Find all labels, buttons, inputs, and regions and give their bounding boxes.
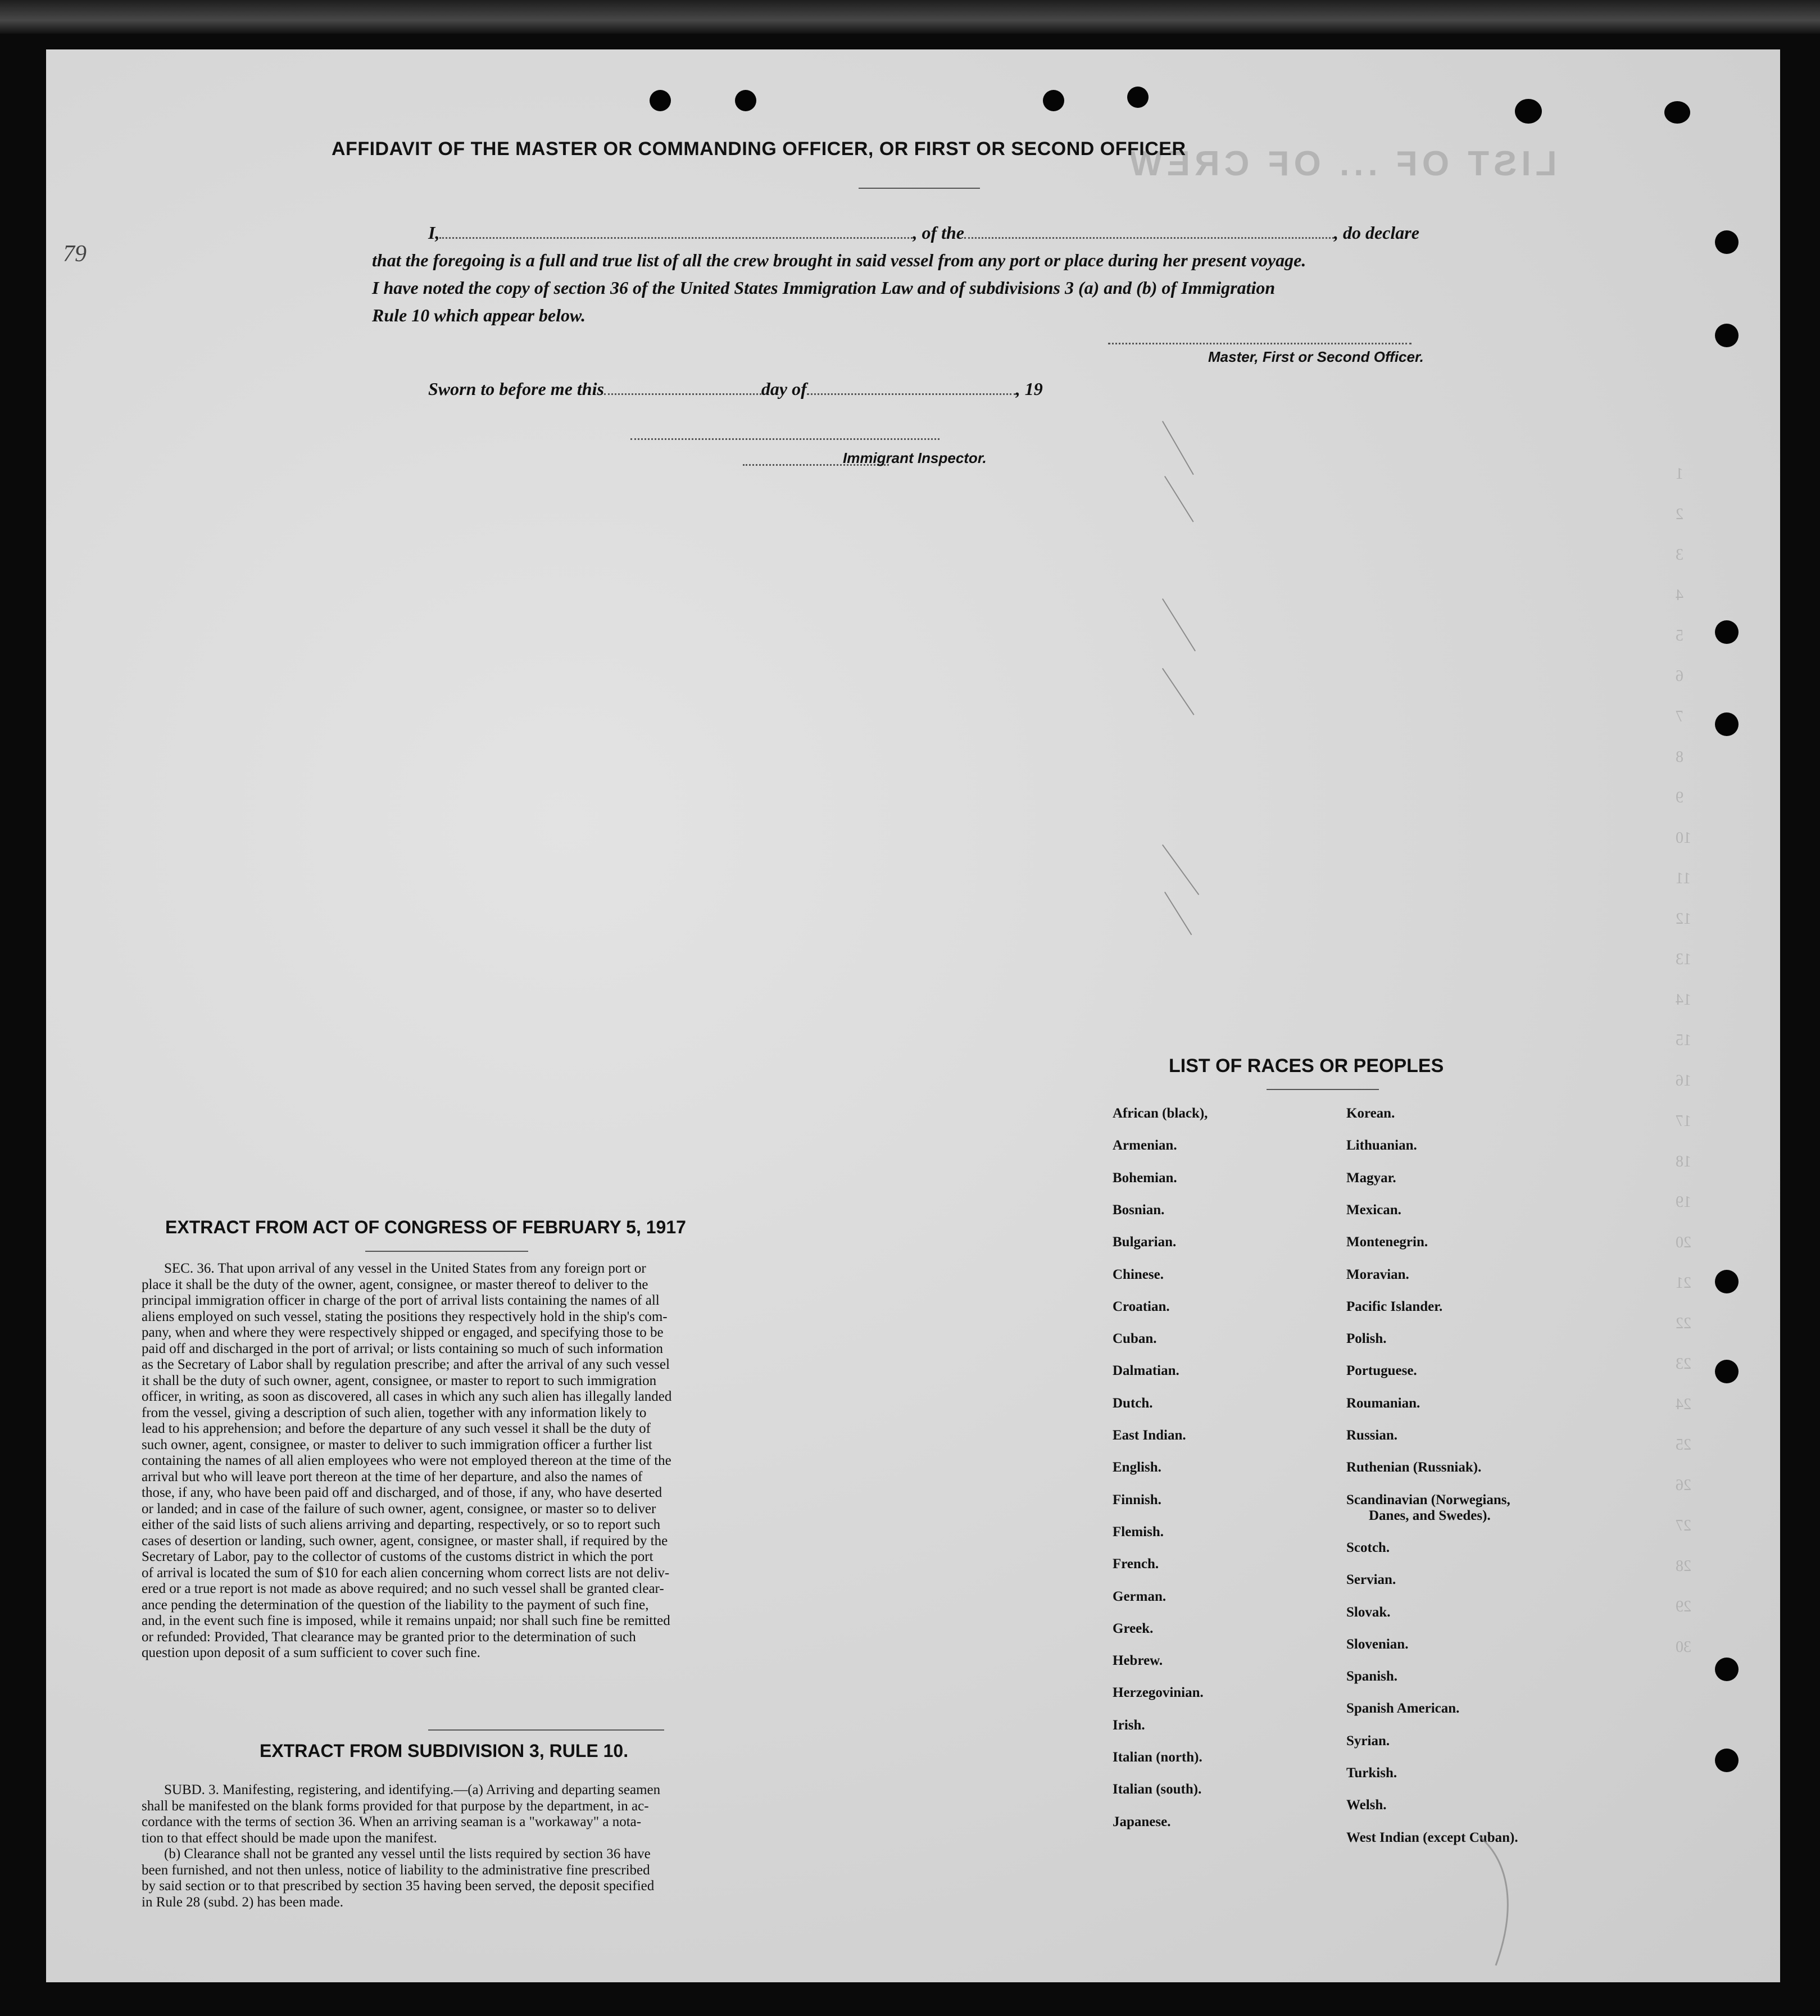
text-line: place it shall be the duty of the owner, agent, consignee, or master thereof to deliver to the: [142, 1277, 648, 1292]
bleed-through-title: LIST OF ... OF CREW: [1125, 144, 1557, 183]
scan-top-edge: [0, 0, 1820, 34]
inspector-signature-line-1[interactable]: [630, 438, 939, 440]
text-line: cases of desertion or landing, such owner, agent, consignee, or master shall, if required by the: [142, 1533, 668, 1549]
punch-hole: [1715, 1270, 1739, 1293]
pencil-stroke: [1164, 476, 1194, 522]
bleed-row-number: 24: [1676, 1396, 1691, 1413]
race-item: Italian (south).: [1113, 1782, 1202, 1797]
bleed-row-number: 26: [1676, 1477, 1691, 1494]
pencil-stroke: [1162, 421, 1194, 475]
punch-hole: [650, 90, 671, 111]
race-item: Danes, and Swedes).: [1369, 1508, 1491, 1523]
race-item: Magyar.: [1346, 1170, 1396, 1186]
bleed-row-number: 14: [1676, 991, 1691, 1009]
title-underline: [859, 188, 980, 189]
punch-hole: [1715, 1658, 1739, 1681]
race-item: Scandinavian (Norwegians,: [1346, 1492, 1510, 1508]
bleed-row-number: 23: [1676, 1355, 1691, 1373]
month-blank[interactable]: [807, 381, 1016, 395]
race-item: Russian.: [1346, 1428, 1398, 1443]
race-item: Servian.: [1346, 1572, 1396, 1588]
do-declare-label: , do declare: [1334, 223, 1419, 243]
text-line: as the Secretary of Labor shall by regulation prescribe; and after the arrival of any such vessel: [142, 1357, 670, 1372]
punch-hole: [1715, 620, 1739, 644]
declaration-line-3: I have noted the copy of section 36 of the United States Immigration Law and of subdivisions 3 (a) and (b) of Immigration: [372, 278, 1276, 298]
race-item: Syrian.: [1346, 1733, 1390, 1749]
text-line: of arrival is located the sum of $10 for each alien concerning whom correct lists are not deliv-: [142, 1565, 670, 1581]
bleed-row-number: 17: [1676, 1113, 1691, 1130]
text-line: paid off and discharged in the port of arrival; or lists containing so much of such information: [142, 1341, 664, 1356]
punch-hole: [1715, 712, 1739, 736]
race-item: Ruthenian (Russniak).: [1346, 1460, 1482, 1475]
race-item: Hebrew.: [1113, 1653, 1163, 1669]
bleed-row-number: 22: [1676, 1315, 1691, 1332]
bleed-row-number: 28: [1676, 1558, 1691, 1575]
text-line: or landed; and in case of the failure of such owner, agent, consignee, or master so to deliver: [142, 1501, 656, 1516]
race-item: Cuban.: [1113, 1331, 1157, 1347]
pencil-stroke: [1164, 892, 1192, 935]
bleed-row-number: 29: [1676, 1598, 1691, 1615]
race-item: Slovak.: [1346, 1604, 1391, 1620]
declaration-line-2: that the foregoing is a full and true list of all the crew brought in said vessel from any port or place during her present voyage.: [372, 250, 1306, 270]
race-item: Croatian.: [1113, 1298, 1170, 1314]
race-item: Herzegovinian.: [1113, 1685, 1204, 1701]
race-item: East Indian.: [1113, 1428, 1186, 1443]
extract-rule-body: [142, 1782, 805, 1910]
race-item: Chinese.: [1113, 1266, 1164, 1282]
bleed-row-number: 4: [1676, 587, 1683, 604]
punch-hole: [1715, 324, 1739, 347]
bleed-row-number: 2: [1676, 506, 1683, 523]
bleed-row-number: 12: [1676, 910, 1691, 928]
year-label: , 19: [1015, 379, 1043, 399]
text-line: principal immigration officer in charge of the port of arrival lists containing the names of all: [142, 1293, 660, 1308]
race-item: Slovenian.: [1346, 1636, 1409, 1652]
bleed-row-number: 11: [1676, 870, 1691, 887]
races-title-underline: [1267, 1089, 1379, 1090]
race-item: Welsh.: [1346, 1797, 1387, 1813]
race-item: Japanese.: [1113, 1814, 1171, 1829]
punch-hole: [1715, 230, 1739, 254]
race-item: English.: [1113, 1460, 1161, 1475]
race-item: Spanish American.: [1346, 1701, 1460, 1717]
bleed-row-number: 20: [1676, 1234, 1691, 1251]
bleed-row-number: 21: [1676, 1274, 1691, 1292]
text-line: containing the names of all alien employees who were not employed thereon at the time of the: [142, 1453, 671, 1468]
text-line: ered or a true report is not made as above required; and no such vessel shall be granted clear-: [142, 1581, 664, 1596]
text-line: been furnished, and not then unless, notice of liability to the administrative fine prescribed: [142, 1862, 650, 1878]
document-page: [46, 49, 1780, 1982]
bleed-row-number: 9: [1676, 789, 1683, 806]
text-line: aliens employed on such vessel, stating the positions they respectively hold in the ship's com-: [142, 1309, 668, 1324]
bleed-row-number: 5: [1676, 627, 1683, 644]
pencil-stroke: [1162, 844, 1199, 895]
section-divider: [428, 1729, 664, 1731]
bleed-row-number: 30: [1676, 1638, 1691, 1656]
bleed-row-number: 15: [1676, 1032, 1691, 1049]
race-item: Pacific Islander.: [1346, 1298, 1443, 1314]
race-item: Bulgarian.: [1113, 1234, 1177, 1250]
text-line: Secretary of Labor, pay to the collector of customs of the customs district in which the port: [142, 1549, 653, 1564]
sworn-line: [428, 375, 1043, 403]
pencil-curve: [1473, 1836, 1541, 1971]
day-of-label: day of: [761, 379, 807, 399]
extract-act-underline: [365, 1251, 528, 1252]
text-line: shall be manifested on the blank forms provided for that purpose by the department, in ac-: [142, 1798, 649, 1814]
bleed-row-number: 18: [1676, 1153, 1691, 1170]
race-item: Moravian.: [1346, 1266, 1409, 1282]
declaration-line-4: Rule 10 which appear below.: [372, 305, 586, 325]
extract-act-body: [142, 1261, 805, 1661]
bleed-row-number: 13: [1676, 951, 1691, 968]
race-item: African (black),: [1113, 1106, 1208, 1121]
text-line: either of the said lists of such aliens arriving and departing, respectively, or so to report such: [142, 1517, 661, 1532]
inspector-caption: Immigrant Inspector.: [843, 449, 987, 466]
text-line: pany, when and where they were respectively shipped or engaged, and specifying those to be: [142, 1325, 664, 1340]
punch-hole: [1715, 1360, 1739, 1383]
punch-hole: [1664, 101, 1690, 124]
punch-hole: [1715, 1749, 1739, 1772]
text-line: those, if any, who have been paid off and discharged, and of those, if any, who have deserted: [142, 1485, 662, 1500]
bleed-row-number: 8: [1676, 748, 1683, 766]
text-line: in Rule 28 (subd. 2) has been made.: [142, 1894, 343, 1910]
extract-act-title: EXTRACT FROM ACT OF CONGRESS OF FEBRUARY 5, 1917: [165, 1217, 686, 1237]
text-line: tion to that effect should be made upon the manifest.: [142, 1830, 437, 1846]
vessel-blank[interactable]: [964, 225, 1334, 239]
text-line: and, in the event such fine is imposed, while it remains unpaid; nor shall such fine be remitted: [142, 1613, 670, 1628]
bleed-row-number: 27: [1676, 1517, 1691, 1534]
race-item: Mexican.: [1346, 1202, 1401, 1218]
text-line: from the vessel, giving a description of such alien, together with any information likely to: [142, 1405, 647, 1420]
bleed-row-number: 3: [1676, 546, 1683, 564]
i-label: I,: [428, 223, 440, 243]
text-line: arrival but who will leave port thereon at the time of her departure, and also the names of: [142, 1469, 643, 1484]
of-the-label: , of the: [913, 223, 964, 243]
bleed-row-number: 7: [1676, 708, 1683, 725]
punch-hole: [1127, 87, 1149, 108]
pencil-stroke: [1162, 598, 1196, 651]
bleed-row-number: 19: [1676, 1193, 1691, 1211]
text-line: cordance with the terms of section 36. When an arriving seaman is a "workaway" a nota-: [142, 1814, 642, 1829]
race-item: German.: [1113, 1588, 1167, 1604]
punch-hole: [1515, 99, 1542, 124]
name-blank[interactable]: [439, 225, 913, 239]
race-item: Turkish.: [1346, 1765, 1397, 1781]
bleed-row-number: 16: [1676, 1072, 1691, 1089]
race-item: Portuguese.: [1346, 1363, 1417, 1379]
race-item: Lithuanian.: [1346, 1138, 1417, 1154]
text-line: (b) Clearance shall not be granted any vessel until the lists required by section 36 have: [164, 1846, 651, 1861]
race-item: Irish.: [1113, 1717, 1145, 1733]
text-line: SEC. 36. That upon arrival of any vessel in the United States from any foreign port or: [164, 1261, 646, 1276]
sworn-label: Sworn to before me this: [428, 379, 604, 399]
races-title: LIST OF RACES OR PEOPLES: [1169, 1055, 1444, 1077]
text-line: SUBD. 3. Manifesting, registering, and identifying.—(a) Arriving and departing seamen: [164, 1782, 661, 1797]
race-item: Finnish.: [1113, 1492, 1161, 1508]
bleed-row-number: 10: [1676, 829, 1691, 847]
text-line: by said section or to that prescribed by section 35 having been served, the deposit specified: [142, 1878, 655, 1894]
master-signature-line[interactable]: [1108, 343, 1411, 344]
declaration-line-1: [428, 219, 1419, 247]
text-line: question upon deposit of a sum sufficient to cover such fine.: [142, 1645, 480, 1660]
race-item: Korean.: [1346, 1106, 1395, 1121]
punch-hole: [1043, 90, 1064, 111]
race-item: Dalmatian.: [1113, 1363, 1179, 1379]
race-item: Bosnian.: [1113, 1202, 1165, 1218]
punch-hole: [735, 90, 756, 111]
race-item: Roumanian.: [1346, 1395, 1420, 1411]
master-signature-caption: Master, First or Second Officer.: [1208, 348, 1424, 365]
race-item: Armenian.: [1113, 1138, 1177, 1154]
race-item: Montenegrin.: [1346, 1234, 1428, 1250]
race-item: Spanish.: [1346, 1669, 1398, 1684]
race-item: Flemish.: [1113, 1524, 1164, 1540]
text-line: or refunded: Provided, That clearance may be granted prior to the determination of such: [142, 1629, 636, 1645]
race-item: Bohemian.: [1113, 1170, 1177, 1186]
text-line: ance pending the determination of the question of the liability to the payment of such fine,: [142, 1597, 649, 1613]
race-item: Polish.: [1346, 1331, 1387, 1347]
race-item: West Indian (except Cuban).: [1346, 1829, 1518, 1845]
race-item: French.: [1113, 1556, 1159, 1572]
margin-note: 79: [63, 241, 87, 267]
text-line: such owner, agent, consignee, or master to deliver to such immigration officer a further list: [142, 1437, 652, 1452]
race-item: Italian (north).: [1113, 1750, 1202, 1765]
bleed-row-number: 6: [1676, 668, 1683, 685]
race-item: Greek.: [1113, 1620, 1154, 1636]
bleed-row-number: 25: [1676, 1436, 1691, 1454]
day-blank[interactable]: [604, 381, 761, 395]
extract-rule-title: EXTRACT FROM SUBDIVISION 3, RULE 10.: [260, 1741, 629, 1761]
text-line: it shall be the duty of such owner, agent, consignee, or master to report to such immigration: [142, 1373, 657, 1388]
bleed-row-number: 1: [1676, 465, 1683, 483]
affidavit-title: AFFIDAVIT OF THE MASTER OR COMMANDING OFFICER, OR FIRST OR SECOND OFFICER: [332, 138, 1186, 160]
pencil-stroke: [1162, 668, 1195, 715]
race-item: Dutch.: [1113, 1395, 1153, 1411]
text-line: lead to his apprehension; and before the departure of any such vessel it shall be the duty of: [142, 1421, 651, 1436]
text-line: officer, in writing, as soon as discovered, all cases in which any such alien has illegally landed: [142, 1389, 672, 1404]
race-item: Scotch.: [1346, 1540, 1390, 1555]
